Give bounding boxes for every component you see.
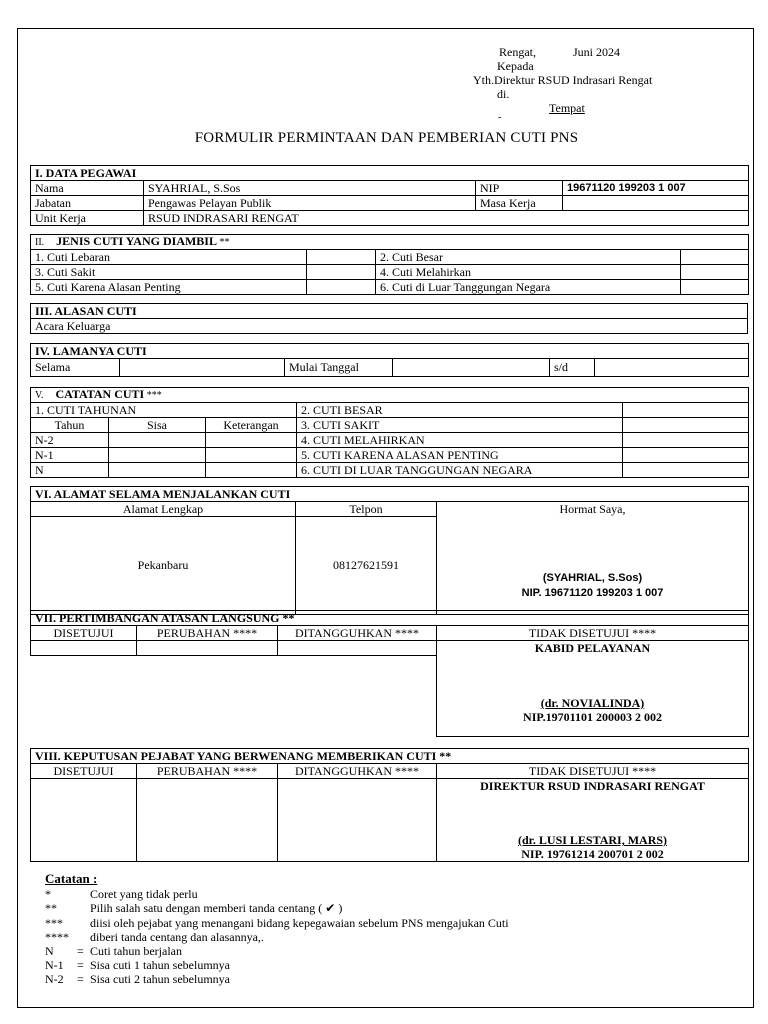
col-perubahan: PERUBAHAN **** [137, 626, 278, 641]
jenis-cuti-item: 2. Cuti Besar [376, 250, 681, 265]
col-sisa: Sisa [109, 418, 206, 433]
section-7-heading: VII. PERTIMBANGAN ATASAN LANGSUNG ** [31, 611, 749, 626]
col-tidak-disetujui: TIDAK DISETUJUI **** [437, 764, 749, 779]
atasan-signature-block [437, 641, 749, 737]
section-2-stars: ** [216, 237, 230, 248]
tahun-row-label: N-1 [31, 448, 109, 463]
section-alasan-cuti [30, 303, 748, 334]
alamat-value[interactable]: Pekanbaru [31, 517, 296, 615]
sisa-value[interactable] [109, 448, 206, 463]
catatan-value[interactable] [623, 433, 749, 448]
section-2-heading: JENIS CUTI YANG DIAMBIL [56, 234, 217, 248]
jabatan-value[interactable]: Pengawas Pelayan Publik [144, 196, 476, 211]
header-tempat: Tempat [549, 101, 585, 115]
atasan-blank [31, 656, 437, 737]
catatan-value[interactable] [623, 418, 749, 433]
pejabat-name: (dr. LUSI LESTARI, MARS) [518, 833, 668, 847]
jenis-cuti-item: 6. Cuti di Luar Tanggungan Negara [376, 280, 681, 295]
nip-value[interactable]: 19671120 199203 1 007 [563, 181, 749, 196]
jenis-cuti-check[interactable] [307, 280, 376, 295]
section-2-num: II. [35, 237, 45, 248]
masa-kerja-label: Masa Kerja [476, 196, 563, 211]
section-alamat-cuti [30, 486, 749, 615]
perubahan-check[interactable] [137, 641, 278, 656]
notes-block [45, 872, 509, 987]
keterangan-value[interactable] [206, 463, 297, 478]
col-ditangguhkan: DITANGGUHKAN **** [278, 626, 437, 641]
keterangan-value[interactable] [206, 433, 297, 448]
note-line: ** Pilih salah satu dengan memberi tanda centang ( ✔ ) [45, 901, 343, 916]
selama-label: Selama [31, 359, 120, 377]
col-ditangguhkan: DITANGGUHKAN **** [278, 764, 437, 779]
ditangguhkan-check[interactable] [278, 779, 437, 862]
jenis-cuti-check[interactable] [307, 250, 376, 265]
section-5-heading: CATATAN CUTI [55, 387, 145, 401]
nama-label: Nama [31, 181, 144, 196]
section-5-num: V. [35, 390, 44, 401]
catatan-item: 4. CUTI MELAHIRKAN [297, 433, 623, 448]
catatan-item: 3. CUTI SAKIT [297, 418, 623, 433]
catatan-item: 2. CUTI BESAR [297, 403, 623, 418]
col-alamat-lengkap: Alamat Lengkap [31, 502, 296, 517]
atasan-nip: NIP.19701101 200003 2 002 [523, 710, 662, 724]
section-4-heading: IV. LAMANYA CUTI [31, 344, 749, 359]
jabatan-label: Jabatan [31, 196, 144, 211]
sisa-value[interactable] [109, 463, 206, 478]
section-6-heading: VI. ALAMAT SELAMA MENJALANKAN CUTI [31, 487, 749, 502]
jenis-cuti-check[interactable] [681, 250, 749, 265]
col-disetujui: DISETUJUI [31, 764, 137, 779]
unit-kerja-label: Unit Kerja [31, 211, 144, 226]
jenis-cuti-check[interactable] [307, 265, 376, 280]
jenis-cuti-item: 3. Cuti Sakit [31, 265, 307, 280]
col-keterangan: Keterangan [206, 418, 297, 433]
employee-signature-nip: NIP. 19671120 199203 1 007 [521, 587, 664, 599]
col-telpon: Telpon [296, 502, 437, 517]
catatan-item: 5. CUTI KARENA ALASAN PENTING [297, 448, 623, 463]
sd-label: s/d [550, 359, 595, 377]
atasan-title: KABID PELAYANAN [534, 641, 651, 655]
jenis-cuti-check[interactable] [681, 280, 749, 295]
header-recipient: Yth.Direktur RSUD Indrasari Rengat [473, 73, 653, 87]
selama-value[interactable] [120, 359, 285, 377]
note-line: N = Cuti tahun berjalan [45, 944, 182, 959]
sd-value[interactable] [595, 359, 749, 377]
note-line: **** diberi tanda centang dan alasannya,. [45, 929, 264, 944]
atasan-name: (dr. NOVIALINDA) [540, 696, 645, 710]
header-di: di. [497, 87, 510, 101]
col-perubahan: PERUBAHAN **** [137, 764, 278, 779]
form-title: FORMULIR PERMINTAAN DAN PEMBERIAN CUTI PNS [194, 130, 579, 146]
section-lamanya-cuti [30, 343, 749, 377]
pejabat-signature-block [437, 779, 749, 862]
sisa-value[interactable] [109, 433, 206, 448]
ditangguhkan-check[interactable] [278, 641, 437, 656]
telpon-value[interactable]: 08127621591 [296, 517, 437, 615]
mulai-tanggal-label: Mulai Tanggal [285, 359, 393, 377]
alasan-cuti-value[interactable]: Acara Keluarga [31, 319, 748, 334]
catatan-value[interactable] [623, 403, 749, 418]
section-pertimbangan-atasan [30, 610, 749, 737]
note-line: N-1 = Sisa cuti 1 tahun sebelumnya [45, 958, 230, 973]
mulai-tanggal-value[interactable] [393, 359, 550, 377]
note-line: * Coret yang tidak perlu [45, 887, 198, 902]
header-city: Rengat, [499, 45, 536, 59]
tahun-row-label: N-2 [31, 433, 109, 448]
col-tidak-disetujui: TIDAK DISETUJUI **** [437, 626, 749, 641]
unit-kerja-value[interactable]: RSUD INDRASARI RENGAT [144, 211, 749, 226]
section-data-pegawai [30, 165, 749, 226]
disetujui-check[interactable] [31, 779, 137, 862]
form-page [17, 28, 754, 1008]
jenis-cuti-check[interactable] [681, 265, 749, 280]
catatan-value[interactable] [623, 463, 749, 478]
col-disetujui: DISETUJUI [31, 626, 137, 641]
nip-label: NIP [476, 181, 563, 196]
section-catatan-cuti [30, 387, 749, 478]
cuti-tahunan-label: 1. CUTI TAHUNAN [31, 403, 297, 418]
note-line: N-2 = Sisa cuti 2 tahun sebelumnya [45, 972, 230, 987]
section-1-heading: I. DATA PEGAWAI [31, 166, 749, 181]
jenis-cuti-item: 1. Cuti Lebaran [31, 250, 307, 265]
catatan-item: 6. CUTI DI LUAR TANGGUNGAN NEGARA [297, 463, 623, 478]
section-8-heading: VIII. KEPUTUSAN PEJABAT YANG BERWENANG MEMBERIKAN CUTI ** [31, 749, 749, 764]
hormat-saya-block [437, 502, 749, 615]
jenis-cuti-item: 4. Cuti Melahirkan [376, 265, 681, 280]
section-keputusan-pejabat [30, 748, 749, 862]
section-jenis-cuti [30, 234, 749, 295]
pejabat-nip: NIP. 19761214 200701 2 002 [521, 847, 664, 861]
keterangan-value[interactable] [206, 448, 297, 463]
tahun-row-label: N [31, 463, 109, 478]
nama-value[interactable]: SYAHRIAL, S.Sos [144, 181, 476, 196]
header-date: Juni 2024 [573, 45, 621, 59]
jenis-cuti-item: 5. Cuti Karena Alasan Penting [31, 280, 307, 295]
pejabat-title: DIREKTUR RSUD INDRASARI RENGAT [480, 779, 705, 793]
notes-heading: Catatan : [45, 871, 98, 886]
section-3-heading: III. ALASAN CUTI [31, 304, 748, 319]
disetujui-check[interactable] [31, 641, 137, 656]
note-line: *** diisi oleh pejabat yang menangani bidang kepegawaian sebelum PNS mengajukan Cuti [45, 915, 509, 930]
section-5-stars: *** [144, 390, 162, 401]
header-dash: - [498, 112, 502, 123]
catatan-value[interactable] [623, 448, 749, 463]
perubahan-check[interactable] [137, 779, 278, 862]
hormat-saya: Hormat Saya, [559, 502, 626, 516]
employee-signature-name: (SYAHRIAL, S.Sos) [542, 572, 643, 584]
col-tahun: Tahun [31, 418, 109, 433]
header-kepada: Kepada [497, 59, 534, 73]
masa-kerja-value[interactable] [563, 196, 749, 211]
